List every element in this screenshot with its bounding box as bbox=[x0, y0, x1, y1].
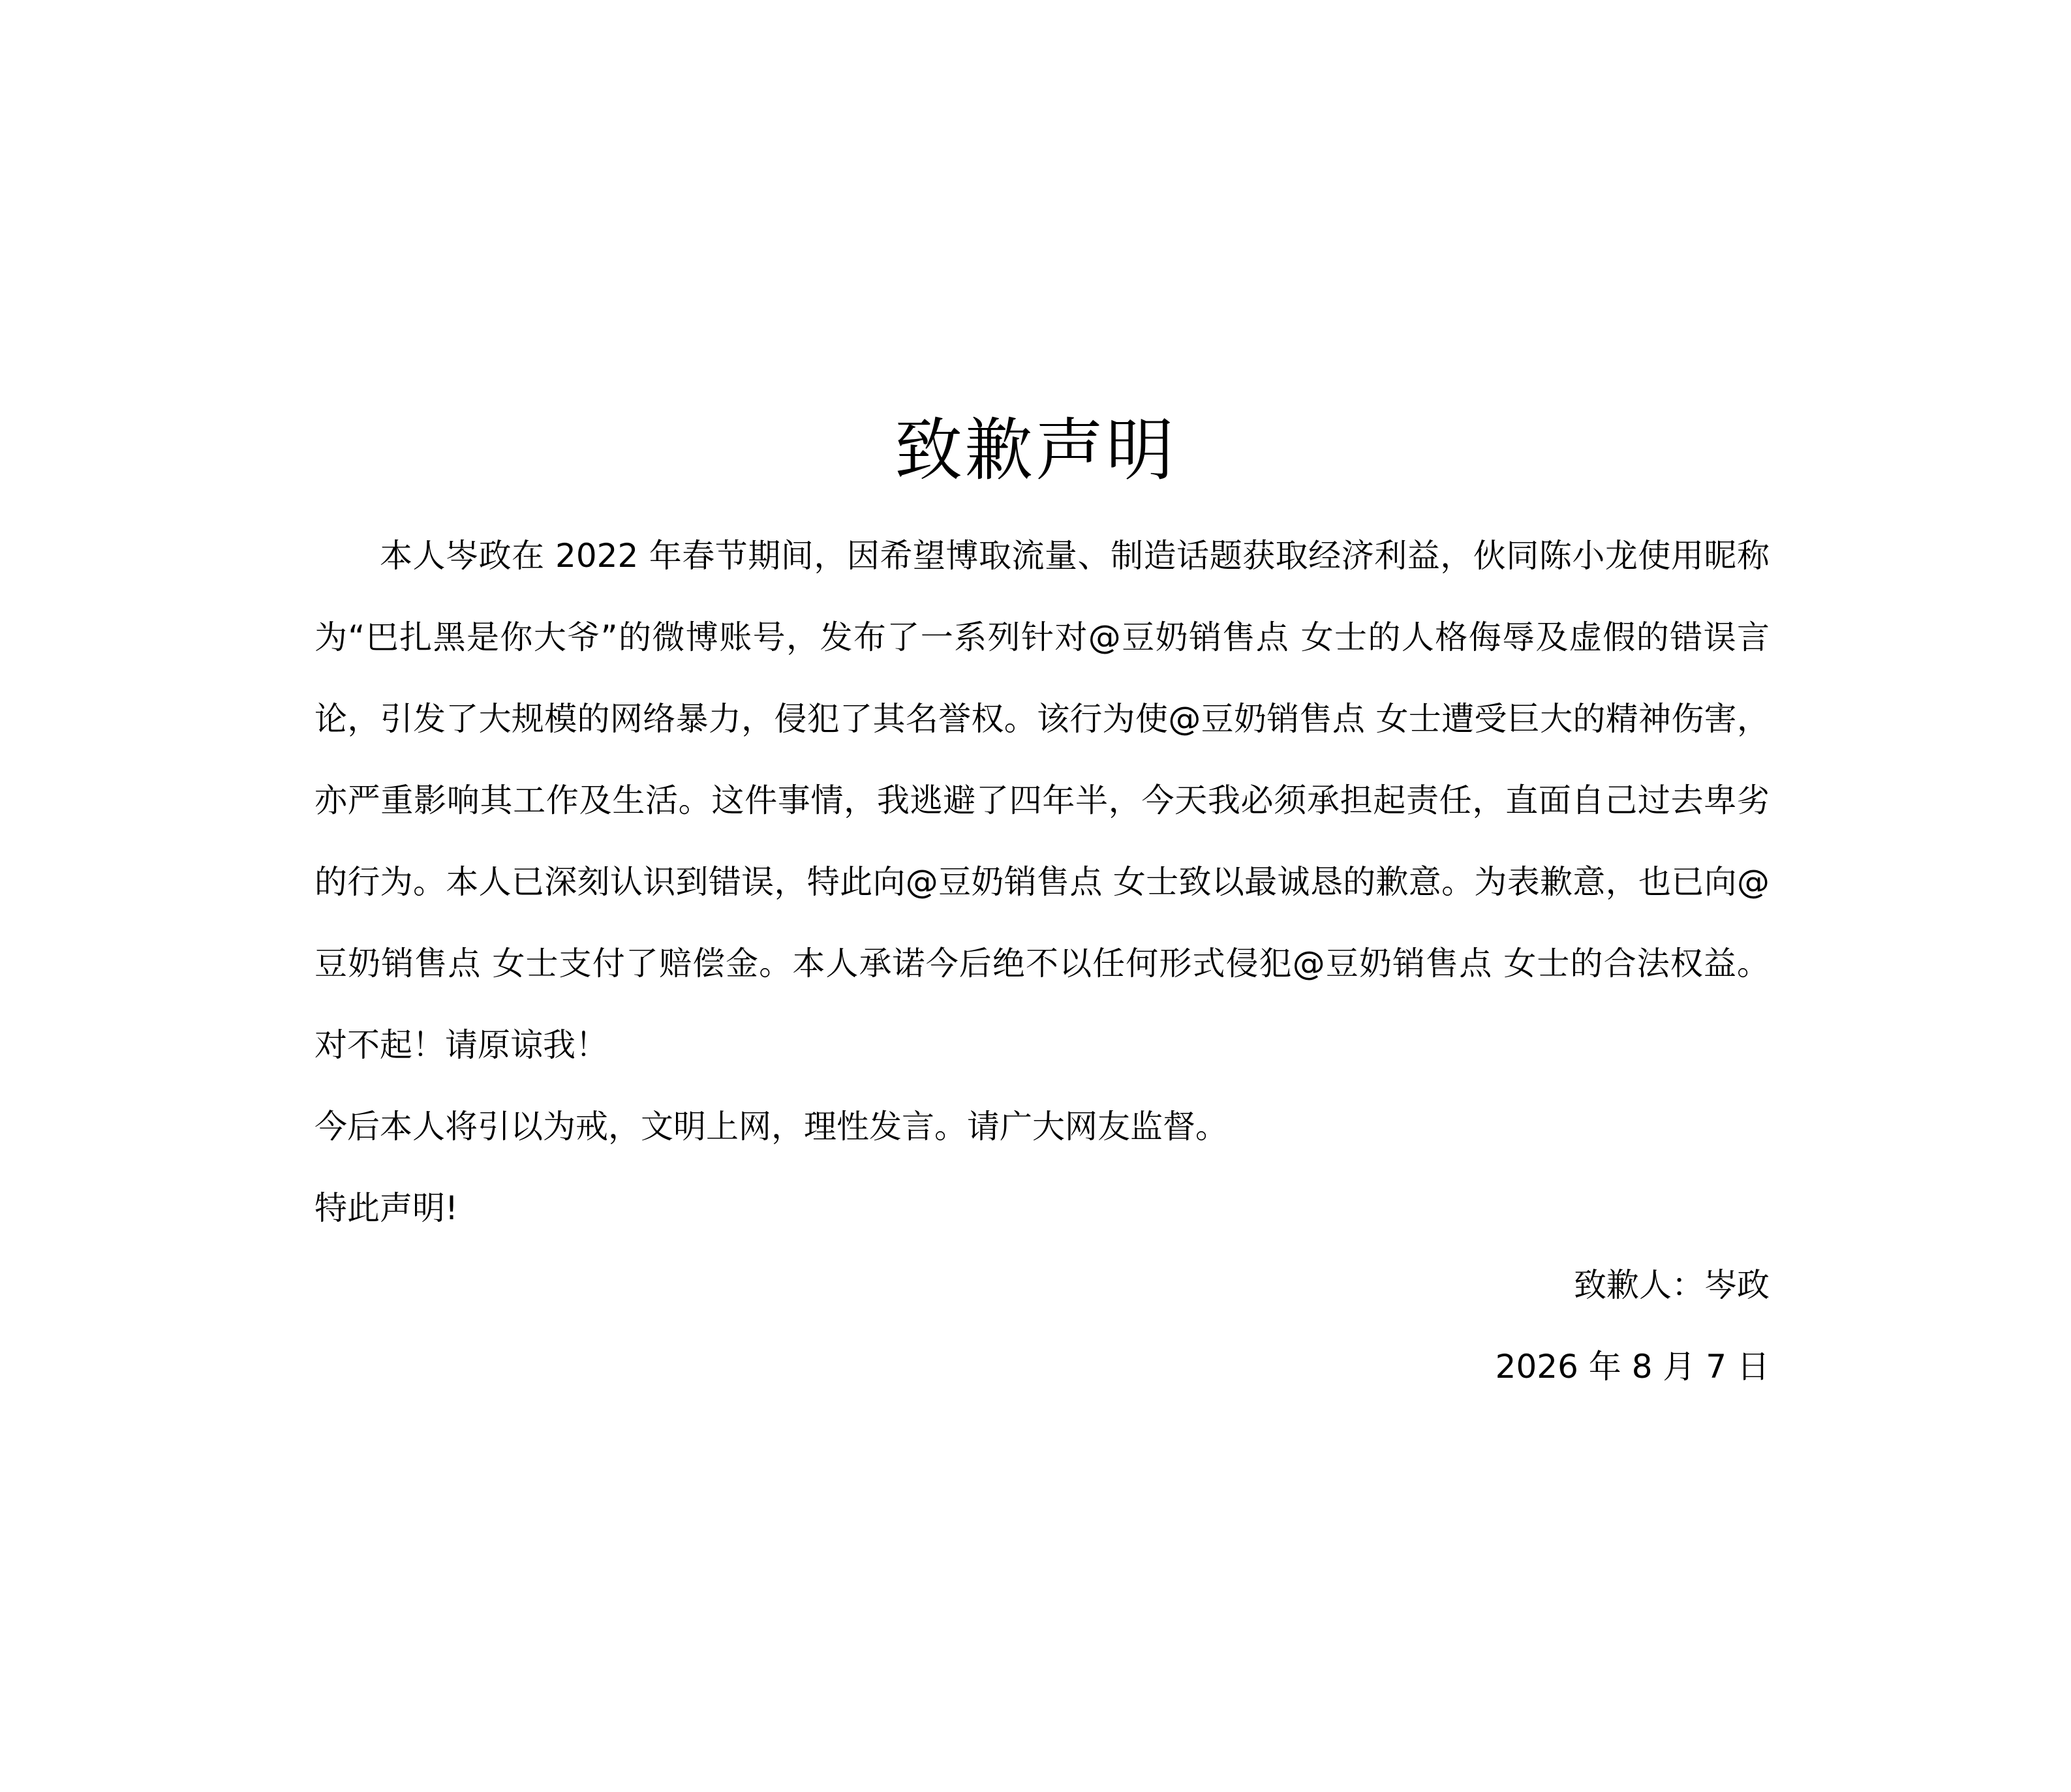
document-body bbox=[314, 515, 1770, 1249]
document-title: 致歉声明 bbox=[894, 410, 1176, 490]
date-line: 2026 年 8 月 7 日 bbox=[1495, 1348, 1770, 1386]
commitment-paragraph: 今后本人将引以为戒，文明上网，理性发言。请广大网友监督。 bbox=[314, 1108, 1228, 1146]
signature-line: 致歉人：岑政 bbox=[1574, 1266, 1770, 1304]
declaration-paragraph: 特此声明! bbox=[314, 1189, 459, 1227]
closing-block bbox=[1496, 1245, 1770, 1408]
main-paragraph: 本人岑政在 2022 年春节期间，因希望博取流量、制造话题获取经济利益，伙同陈小龙使用昵称为“巴扎黑是你大爷”的微博账号，发布了一系列针对@豆奶销售点 女士的人格侮辱及虚假的错误言论，引发了大规模的网络暴力，侵犯了其名誉权。该行为使@豆奶销售点 女士遭受巨大的精神伤害，亦严重影响其工作及生活。这件事情，我逃避了四年半，今天我必须承担起责任，直面自己过去卑劣的行为。本人已深刻认识到错误，特此向@豆奶销售点 女士致以最诚恳的歉意。为表歉意，也已向@豆奶销售点 女士支付了赔偿金。本人承诺今后绝不以任何形式侵犯@豆奶销售点 女士的合法权益。对不起！请原谅我！ bbox=[314, 537, 1770, 1064]
